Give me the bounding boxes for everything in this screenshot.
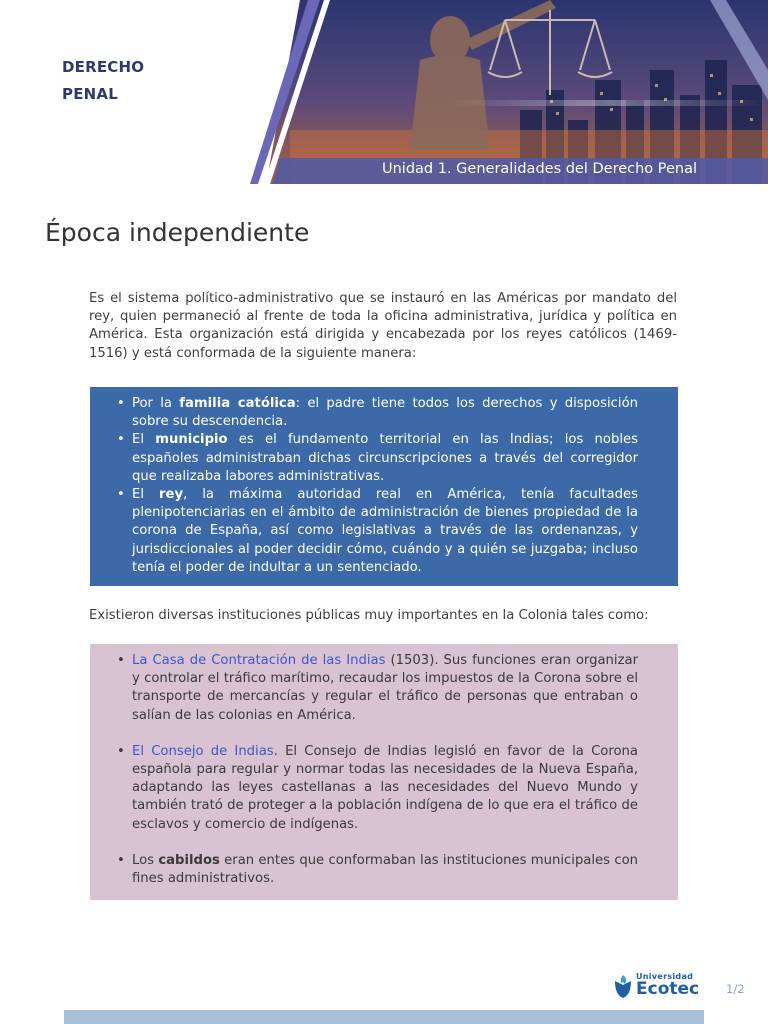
book-flame-icon	[612, 973, 634, 999]
item-text: : el padre tiene todos los derechos y disposición sobre su descendencia.	[132, 396, 638, 430]
casa-contratacion-link[interactable]: La Casa de Contratación de las Indias	[132, 653, 386, 668]
item-text: El	[132, 487, 160, 503]
bullet-icon: •	[117, 396, 125, 411]
blue-info-box	[90, 387, 678, 586]
item-text: Por la	[132, 396, 180, 411]
bullet-icon: •	[117, 487, 125, 503]
item-text: eran entes que conformaban las instituciones municipales con fines administrativos.	[132, 852, 638, 887]
list-item	[117, 395, 638, 431]
intro-paragraph: Es el sistema político-administrativo que se instauró en las Américas por mandato del rey, quien permaneció al frente de toda la oficina administrativa, jurídica y política en América. Esta organización está dirigida y encabezada por los reyes católicos (1469-1516) y está conformada de la siguiente manera:	[89, 291, 677, 361]
course-title-line2: PENAL	[62, 85, 118, 103]
institutions-intro: Existieron diversas instituciones públicas muy importantes en la Colonia tales como:	[89, 608, 649, 623]
header-banner-image	[250, 0, 768, 184]
item-text: es el fundamento territorial en las Indias; los nobles españoles administraban dichas circunscripciones a través del corregidor que realizaba labores administrativas.	[132, 432, 638, 484]
item-text: , la máxima autoridad real en América, tenía facultades plenipotenciarias en el ámbito de administración de bienes propiedad de la corona de España, así como legislativas a través de las ordenanzas, y jurisdiccionales al poder decidir cómo, cuándo y a quién se juzgaba; incluso tenía el poder de indultar a un sentenciado.	[132, 487, 638, 575]
ecotec-logo	[612, 971, 702, 1001]
item-bold-term: rey	[159, 487, 184, 503]
blue-box-list	[117, 395, 638, 577]
item-bold-term: familia católica	[179, 396, 296, 411]
item-text: Los	[132, 852, 159, 868]
item-text: El	[132, 432, 156, 448]
item-bold-term: municipio	[155, 432, 228, 448]
item-text: (1503). Sus funciones eran organizar y controlar el tráfico marítimo, recaudar los impuestos de la Corona sobre el transporte de mercancías y regular el tráfico de personas que entraban o salían de las colonias en América.	[132, 653, 638, 723]
pink-info-box	[90, 644, 678, 900]
logo-university-text: Universidad	[636, 972, 694, 981]
list-item	[117, 743, 638, 834]
list-item	[117, 852, 638, 888]
page-number: 1/2	[726, 982, 745, 996]
item-text: . El Consejo de Indias legisló en favor de la Corona española para regular y normar todas las necesidades de la Nueva España, adaptando las leyes castellanas a las necesidades del Nuevo Mundo y también trató de proteger a la población indígena de lo que era el tráfico de esclavos y comercio de indígenas.	[132, 743, 638, 832]
footer-bar	[64, 1010, 704, 1024]
logo-brand-text: Ecotec	[636, 979, 700, 999]
pink-box-list	[117, 652, 638, 888]
unit-label: Unidad 1. Generalidades del Derecho Penal	[382, 161, 698, 177]
consejo-indias-link[interactable]: El Consejo de Indias	[132, 743, 274, 759]
bullet-icon: •	[117, 432, 125, 448]
bullet-icon: •	[117, 852, 125, 868]
list-item	[117, 486, 638, 577]
course-title-line1: DERECHO	[62, 58, 145, 76]
item-bold-term: cabildos	[158, 852, 220, 868]
list-item	[117, 431, 638, 486]
page-title: Época independiente	[45, 218, 310, 247]
bullet-icon: •	[117, 743, 125, 759]
list-item	[117, 652, 638, 725]
course-title	[62, 54, 144, 108]
bullet-icon: •	[117, 653, 125, 668]
